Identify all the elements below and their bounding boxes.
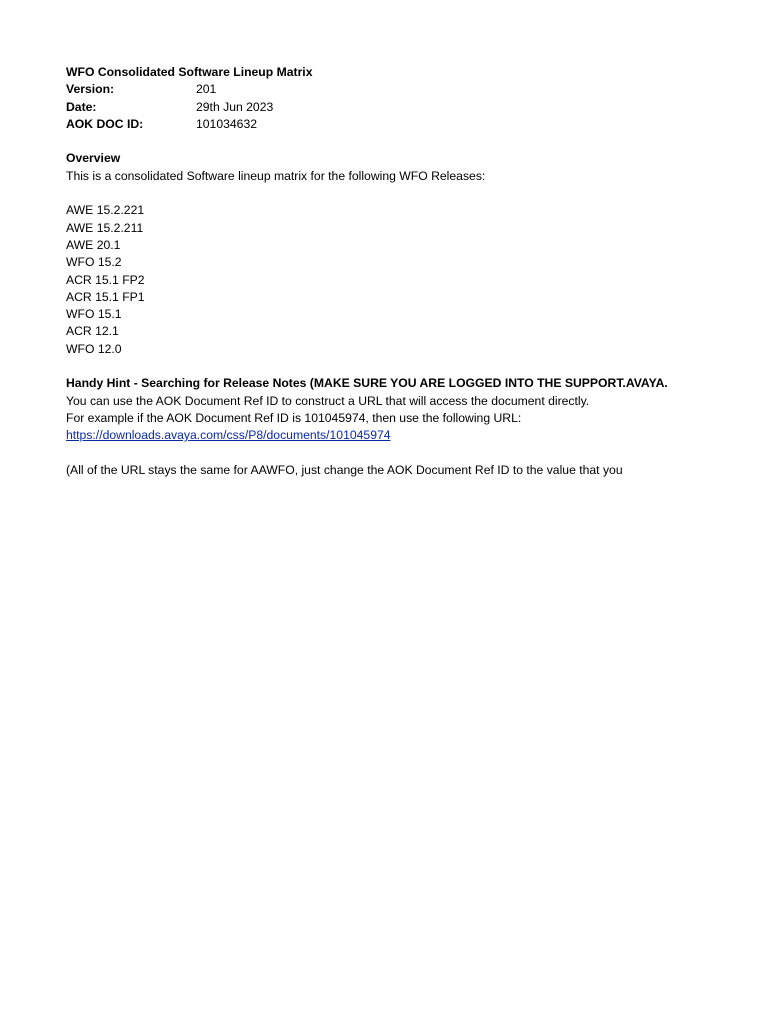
release-item: WFO 15.2	[66, 255, 122, 270]
overview-text: This is a consolidated Software lineup matrix for the following WFO Releases:	[66, 168, 486, 183]
spacer	[66, 133, 746, 150]
meta-row-version	[66, 81, 746, 98]
release-item: WFO 12.0	[66, 341, 122, 356]
meta-row-doc-id	[66, 116, 746, 133]
release-item: AWE 15.2.211	[66, 220, 144, 235]
meta-value: 201	[196, 82, 217, 97]
hint-line-1: You can use the AOK Document Ref ID to construct a URL that will access the document directly.	[66, 393, 590, 408]
document-page	[66, 64, 746, 479]
hint-line-2: For example if the AOK Document Ref ID is 101045974, then use the following URL:	[66, 410, 522, 425]
spacer	[66, 185, 746, 202]
meta-label: AOK DOC ID:	[66, 116, 144, 131]
hint-note: (All of the URL stays the same for AAWFO, just change the AOK Document Ref ID to the value that you	[66, 462, 623, 477]
release-item: ACR 15.1 FP1	[66, 289, 145, 304]
spacer	[66, 445, 746, 462]
release-item: AWE 15.2.221	[66, 203, 145, 218]
release-item: AWE 20.1	[66, 237, 121, 252]
release-item: ACR 15.1 FP2	[66, 272, 145, 287]
release-notes-url-link[interactable]: https://downloads.avaya.com/css/P8/documents/101045974	[66, 428, 391, 443]
hint-heading: Handy Hint - Searching for Release Notes (MAKE SURE YOU ARE LOGGED INTO THE SUPPORT.AVAYA.	[66, 376, 668, 391]
spacer	[66, 358, 746, 375]
release-item: ACR 12.1	[66, 324, 119, 339]
overview-heading: Overview	[66, 151, 121, 166]
hint-url-row	[66, 427, 746, 444]
meta-value: 29th Jun 2023	[196, 99, 274, 114]
meta-row-date	[66, 99, 746, 116]
meta-value: 101034632	[196, 116, 258, 131]
document-title: WFO Consolidated Software Lineup Matrix	[66, 65, 313, 79]
meta-label: Version:	[66, 82, 115, 97]
meta-label: Date:	[66, 99, 97, 114]
release-list	[66, 202, 746, 358]
release-item: WFO 15.1	[66, 307, 122, 322]
